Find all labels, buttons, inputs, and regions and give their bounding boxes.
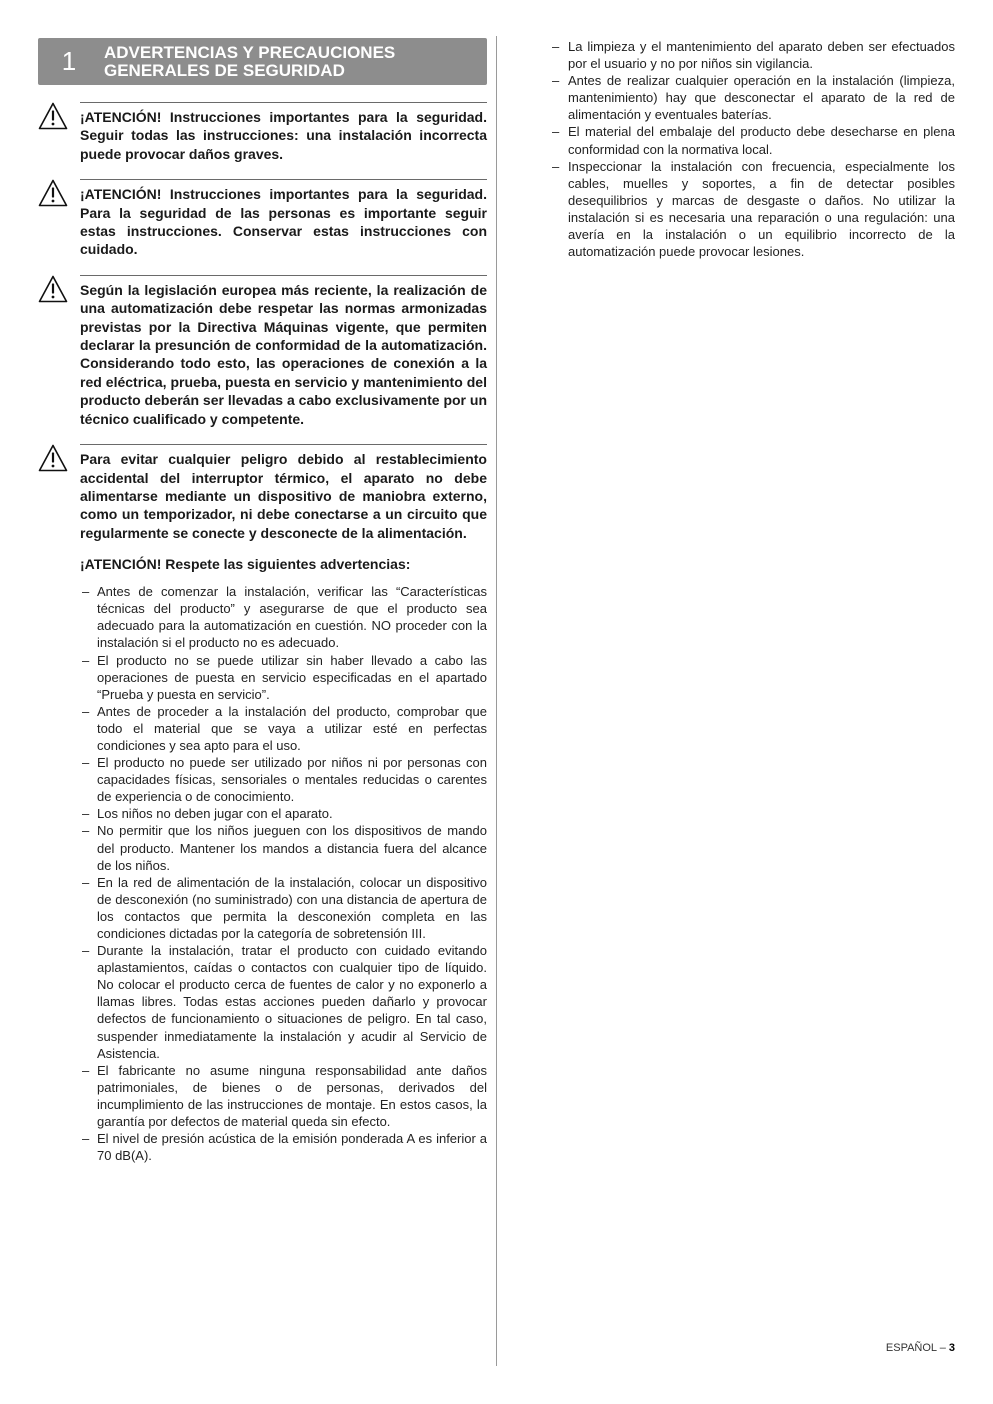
list-item: – El producto no se puede utilizar sin haber llevado a cabo las operaciones de puesta en servicio especificadas en el apartado “Prueba y puesta en servicio”. [80,652,487,703]
section-title-line1: ADVERTENCIAS Y PRECAUCIONES [104,42,396,62]
warning-triangle-icon [38,179,80,259]
list-item: – No permitir que los niños jueguen con los dispositivos de mando del producto. Mantener los mandos a distancia fuera del alcance de los niños. [80,822,487,873]
list-item: – Durante la instalación, tratar el producto con cuidado evitando aplastamientos, caídas o contactos con cualquier tipo de líquido. No colocar el producto cerca de fuentes de calor y no exponerlo a llamas libres. Todas estas acciones pueden dañarlo y provocar defectos de funcionamiento o situaciones de peligro. En tal caso, suspender inmediatamente la instalación y acudir al Servicio de Asistencia. [80,942,487,1062]
list-item: – El material del embalaje del producto debe desecharse en plena conformidad con la normativa local. [548,123,955,157]
warning-triangle-icon [38,275,80,428]
list-item: – El fabricante no asume ninguna responsabilidad ante daños patrimoniales, de bienes o de personas, derivados del incumplimiento de las instrucciones de montaje. En estos casos, la garantía por defectos de material queda sin efecto. [80,1062,487,1130]
section-title [104,44,395,80]
list-item: – Antes de comenzar la instalación, verificar las “Características técnicas del producto” y asegurarse de que el producto sea adecuado para la automatización en cuestión. NO proceder con la instalación si el producto no es adecuado. [80,583,487,651]
warning-text: ¡ATENCIÓN! Instrucciones importantes para la seguridad. Para la seguridad de las personas es importante seguir estas instrucciones. Conservar estas instrucciones con cuidado. [80,186,487,258]
right-column [548,38,955,260]
page-footer [886,1342,955,1354]
list-item: – En la red de alimentación de la instalación, colocar un dispositivo de desconexión (no suministrado) con una distancia de apertura de los contactos que permita la desconexión completa en las condiciones dictadas por la categoría de sobretensión III. [80,874,487,942]
section-number: 1 [61,46,77,76]
section-title-line2: GENERALES DE SEGURIDAD [104,60,345,80]
page-number: 3 [948,1342,955,1354]
warning-block [38,275,487,428]
list-item: – Antes de proceder a la instalación del producto, comprobar que todo el material que se vaya a utilizar esté en perfectas condiciones y sea apto para el uso. [80,703,487,754]
footer-language: ESPAÑOL – [885,1342,949,1354]
list-item: – Los niños no deben jugar con el aparato. [80,805,487,822]
warning-block [38,444,487,542]
advertencias-list [80,583,487,1164]
list-item: – El producto no puede ser utilizado por niños ni por personas con capacidades físicas, sensoriales o mentales reducidas o carentes de experiencia o de conocimiento. [80,754,487,805]
warning-text: Para evitar cualquier peligro debido al restablecimiento accidental del interruptor térmico, el aparato no debe alimentarse mediante un dispositivo de maniobra externo, como un temporizador, ni debe conectarse a un circuito que regularmente se conecte y desconecte de la alimentación. [80,451,487,541]
advertencias-list-continued [548,38,955,260]
list-item: – Inspeccionar la instalación con frecuencia, especialmente los cables, muelles y soportes, a fin de detectar posibles desequilibrios y marcas de desgaste o daños. No utilizar la instalación si es necesaria una reparación o una regulación: una avería en la instalación o un equilibrio incorrecto de la automatización puede provocar lesiones. [548,158,955,261]
list-item: – Antes de realizar cualquier operación en la instalación (limpieza, mantenimiento) hay que desconectar el aparato de la red de alimentación y eventuales baterías. [548,72,955,123]
warning-text: Según la legislación europea más reciente, la realización de una automatización debe respetar las normas armonizadas previstas por la Directiva Máquinas vigente, que permiten declarar la presunción de conformidad de la automatización. Considerando todo esto, las operaciones de conexión a la red eléctrica, prueba, puesta en servicio y mantenimiento del producto deberán ser llevadas a cabo exclusivamente por un técnico cualificado y competente. [80,281,487,427]
warning-text: ¡ATENCIÓN! Instrucciones importantes para la seguridad. Seguir todas las instrucciones: una instalación incorrecta puede provocar daños graves. [80,109,487,162]
section-header [38,38,487,85]
warning-triangle-icon [38,102,80,163]
column-divider [496,36,497,1366]
warning-block [38,102,487,163]
advertencias-heading: ¡ATENCIÓN! Respete las siguientes advertencias: [80,556,411,573]
warning-block [38,179,487,259]
list-item: – La limpieza y el mantenimiento del aparato deben ser efectuados por el usuario y no por niños sin vigilancia. [548,38,955,72]
left-column [38,38,487,1164]
warning-triangle-icon [38,444,80,542]
list-item: – El nivel de presión acústica de la emisión ponderada A es inferior a 70 dB(A). [80,1130,487,1164]
